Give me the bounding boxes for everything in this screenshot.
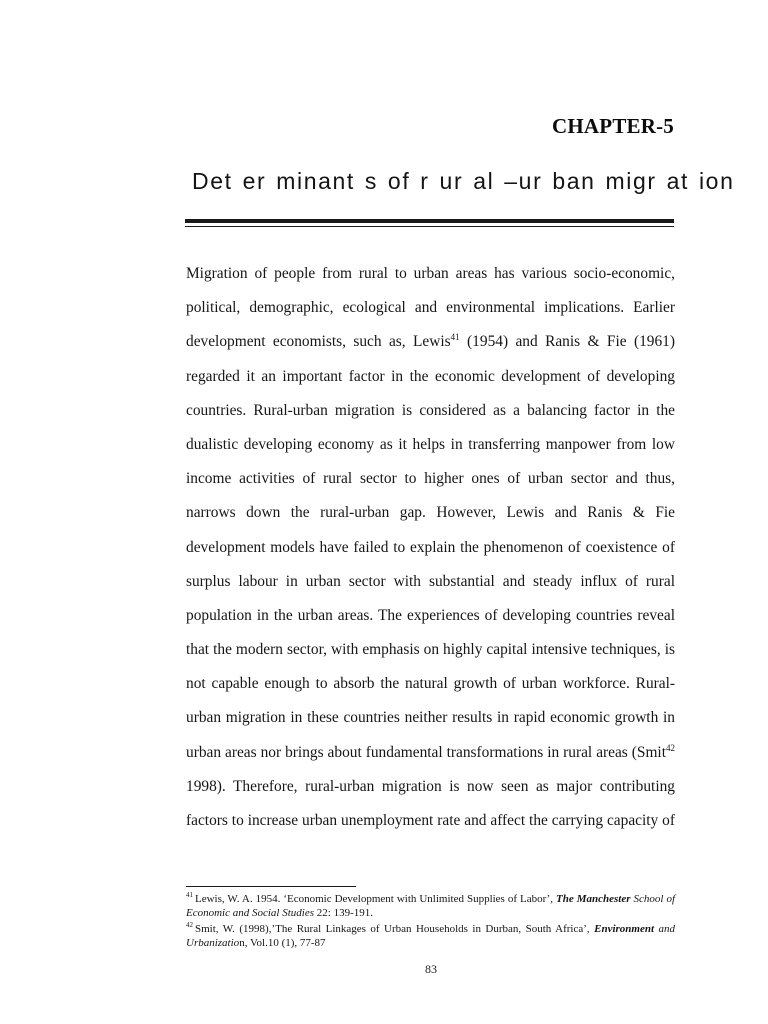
title-rule-thick [185,219,674,223]
body-line: urban areas nor brings about fundamental transformations in rural areas (Smit$^{42}$ [186,742,675,761]
body-line: surplus labour in urban sector with substantial and steady influx of rural [186,572,675,590]
body-line: 1998). Therefore, rural-urban migration is now seen as major contributing [186,777,675,795]
body-line: factors to increase urban unemployment rate and affect the carrying capacity of [186,812,675,829]
body-line: urban migration in these countries neither results in rapid economic growth in [186,709,675,727]
footnote-ref-41: 41 [450,332,460,343]
body-line: not capable enough to absorb the natural growth of urban workforce. Rural- [186,675,675,693]
footnote-42: $^{42}$ Smit, W. (1998),’The Rural Linkages of Urban Households in Durban, South Africa’, Environment and Urbanization, Vol.10 (1), 77-87 [186,921,675,949]
body-line: regarded it an important factor in the economic development of developing [186,367,675,385]
body-line: population in the urban areas. The experiences of developing countries reveal [186,606,675,624]
body-line: Migration of people from rural to urban areas has various socio-economic, [186,265,675,282]
body-line: dualistic developing economy as it helps in transferring manpower from low [186,435,675,453]
body-line: countries. Rural-urban migration is considered as a balancing factor in the [186,401,675,419]
chapter-title: Det er minant s of r ur al –ur ban migr at ion [192,168,735,194]
chapter-label: CHAPTER-5 [552,114,674,138]
body-line: political, demographic, ecological and environmental implications. Earlier [186,299,675,317]
footnote-separator [186,886,356,887]
footnote-ref-42: 42 [666,742,675,753]
body-line: narrows down the rural-urban gap. However, Lewis and Ranis & Fie [186,504,675,522]
title-rule-thin [185,226,674,227]
page-number: 83 [425,962,437,976]
footnote-41: $^{41}$ Lewis, W. A. 1954. ‘Economic Development with Unlimited Supplies of Labor’, The Manchester School of Economic and Social Studies 22: 139-191. [186,891,675,919]
body-line: income activities of rural sector to higher ones of urban sector and thus, [186,470,675,488]
body-paragraph [186,257,675,838]
body-line: development models have failed to explain the phenomenon of coexistence of [186,538,675,556]
body-line: development economists, such as, Lewis$^{41}$ (1954) and Ranis & Fie (1961) [186,332,675,351]
body-line: that the modern sector, with emphasis on highly capital intensive techniques, is [186,641,675,659]
footnotes [186,892,675,952]
